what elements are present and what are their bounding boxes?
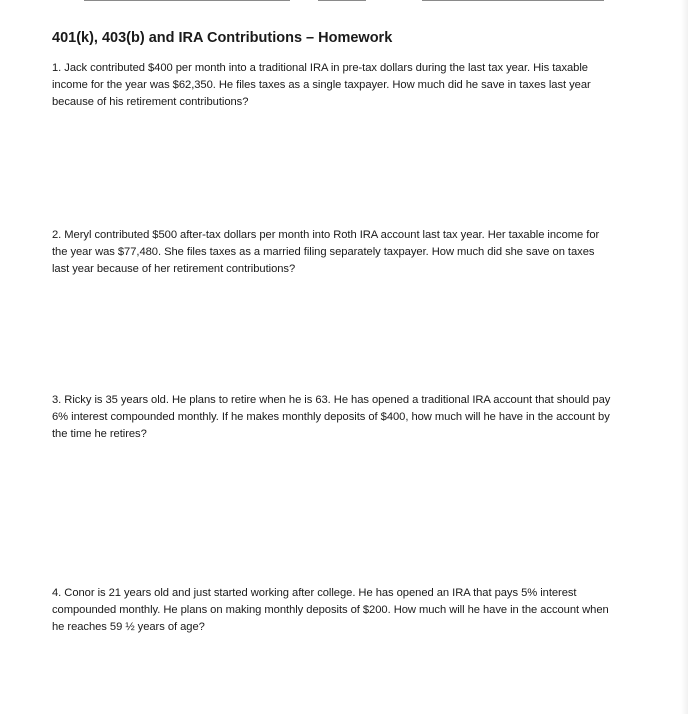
question-1: 1. Jack contributed $400 per month into a traditional IRA in pre-tax dollars during the last tax year. His taxable income for the year was $62,350. He files taxes as a single taxpayer. How much did he save in taxes last year because of his retirement contributions? [52, 62, 591, 108]
question-3: 3. Ricky is 35 years old. He plans to retire when he is 63. He has opened a traditional IRA account that should pay 6% interest compounded monthly. If he makes monthly deposits of $400, how much will he have in the account by the time he retires? [52, 394, 611, 440]
top-rule-left [84, 0, 290, 1]
question-2: 2. Meryl contributed $500 after-tax dollars per month into Roth IRA account last tax year. Her taxable income for the year was $77,480. She files taxes as a married filing separately taxpayer. How much did she save on taxes last year because of her retirement contributions? [52, 229, 600, 275]
page-title: 401(k), 403(b) and IRA Contributions – Homework [52, 30, 393, 46]
top-rule-right [422, 0, 604, 1]
top-rule-middle [318, 0, 366, 1]
question-4: 4. Conor is 21 years old and just started working after college. He has opened an IRA that pays 5% interest compounded monthly. He plans on making monthly deposits of $200. How much will he have in the account when he reaches 59 ½ years of age? [52, 587, 609, 633]
page-edge-shadow [681, 0, 688, 714]
